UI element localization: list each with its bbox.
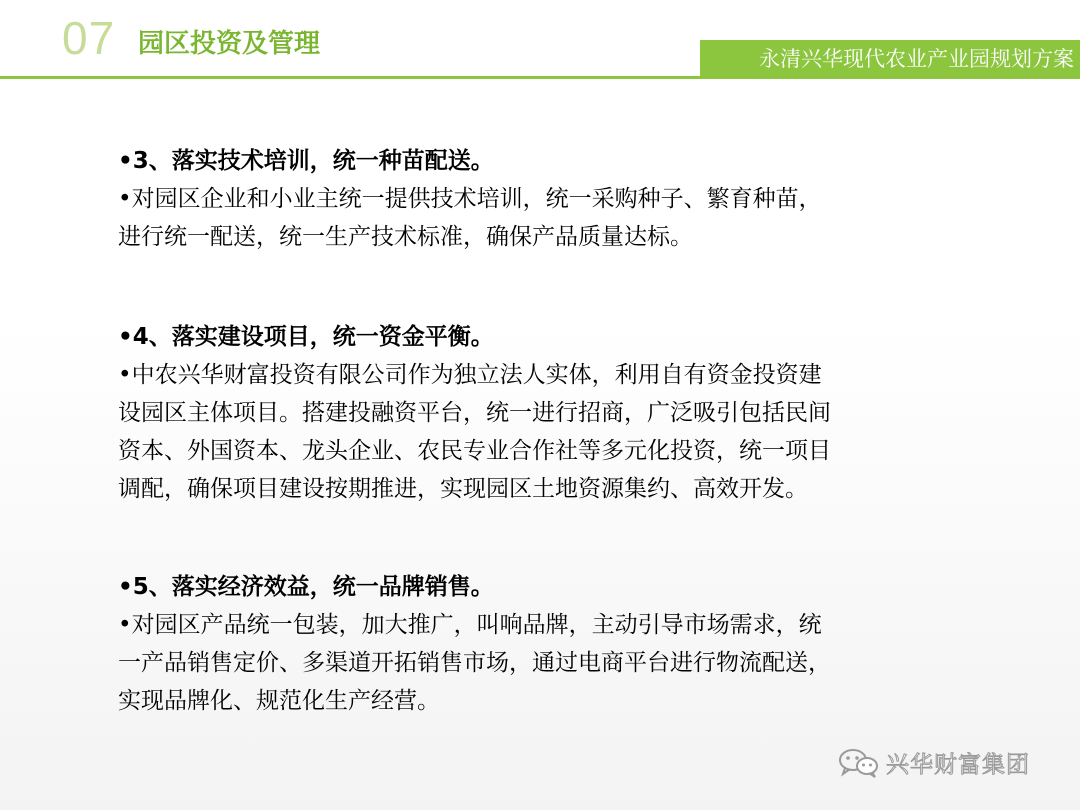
watermark-text: 兴华财富集团 — [886, 752, 1030, 778]
watermark — [838, 746, 1030, 779]
body-line: 一产品销售定价、多渠道开拓销售市场，通过电商平台进行物流配送， — [118, 650, 831, 676]
plan-title-tab — [700, 40, 1080, 79]
section-body — [118, 356, 978, 508]
section-projects — [118, 318, 978, 508]
section-body — [118, 180, 978, 256]
section-number: 07 — [62, 12, 116, 64]
slide-content — [118, 142, 978, 720]
body-line: •对园区企业和小业主统一提供技术培训，统一采购种子、繁育种苗， — [118, 186, 822, 212]
plan-title: 永清兴华现代农业产业园规划方案 — [759, 47, 1074, 71]
header-divider — [0, 76, 1080, 79]
section-heading: •3、落实技术培训，统一种苗配送。 — [118, 148, 494, 174]
wechat-icon — [838, 748, 880, 778]
body-line: •对园区产品统一包装，加大推广，叫响品牌，主动引导市场需求，统 — [118, 612, 822, 638]
section-title: 园区投资及管理 — [138, 29, 321, 59]
body-line: 调配，确保项目建设按期推进，实现园区土地资源集约、高效开发。 — [118, 476, 808, 502]
section-body — [118, 606, 978, 720]
body-line: 设园区主体项目。搭建投融资平台，统一进行招商，广泛吸引包括民间 — [118, 400, 831, 426]
section-heading: •4、落实建设项目，统一资金平衡。 — [118, 324, 494, 350]
slide-header — [0, 0, 1080, 84]
body-line: 资本、外国资本、龙头企业、农民专业合作社等多元化投资，统一项目 — [118, 438, 831, 464]
section-sales — [118, 568, 978, 720]
body-line: 进行统一配送，统一生产技术标准，确保产品质量达标。 — [118, 224, 693, 250]
section-training — [118, 142, 978, 256]
section-heading: •5、落实经济效益，统一品牌销售。 — [118, 574, 494, 600]
body-line: •中农兴华财富投资有限公司作为独立法人实体，利用自有资金投资建 — [118, 362, 822, 388]
body-line: 实现品牌化、规范化生产经营。 — [118, 688, 440, 714]
